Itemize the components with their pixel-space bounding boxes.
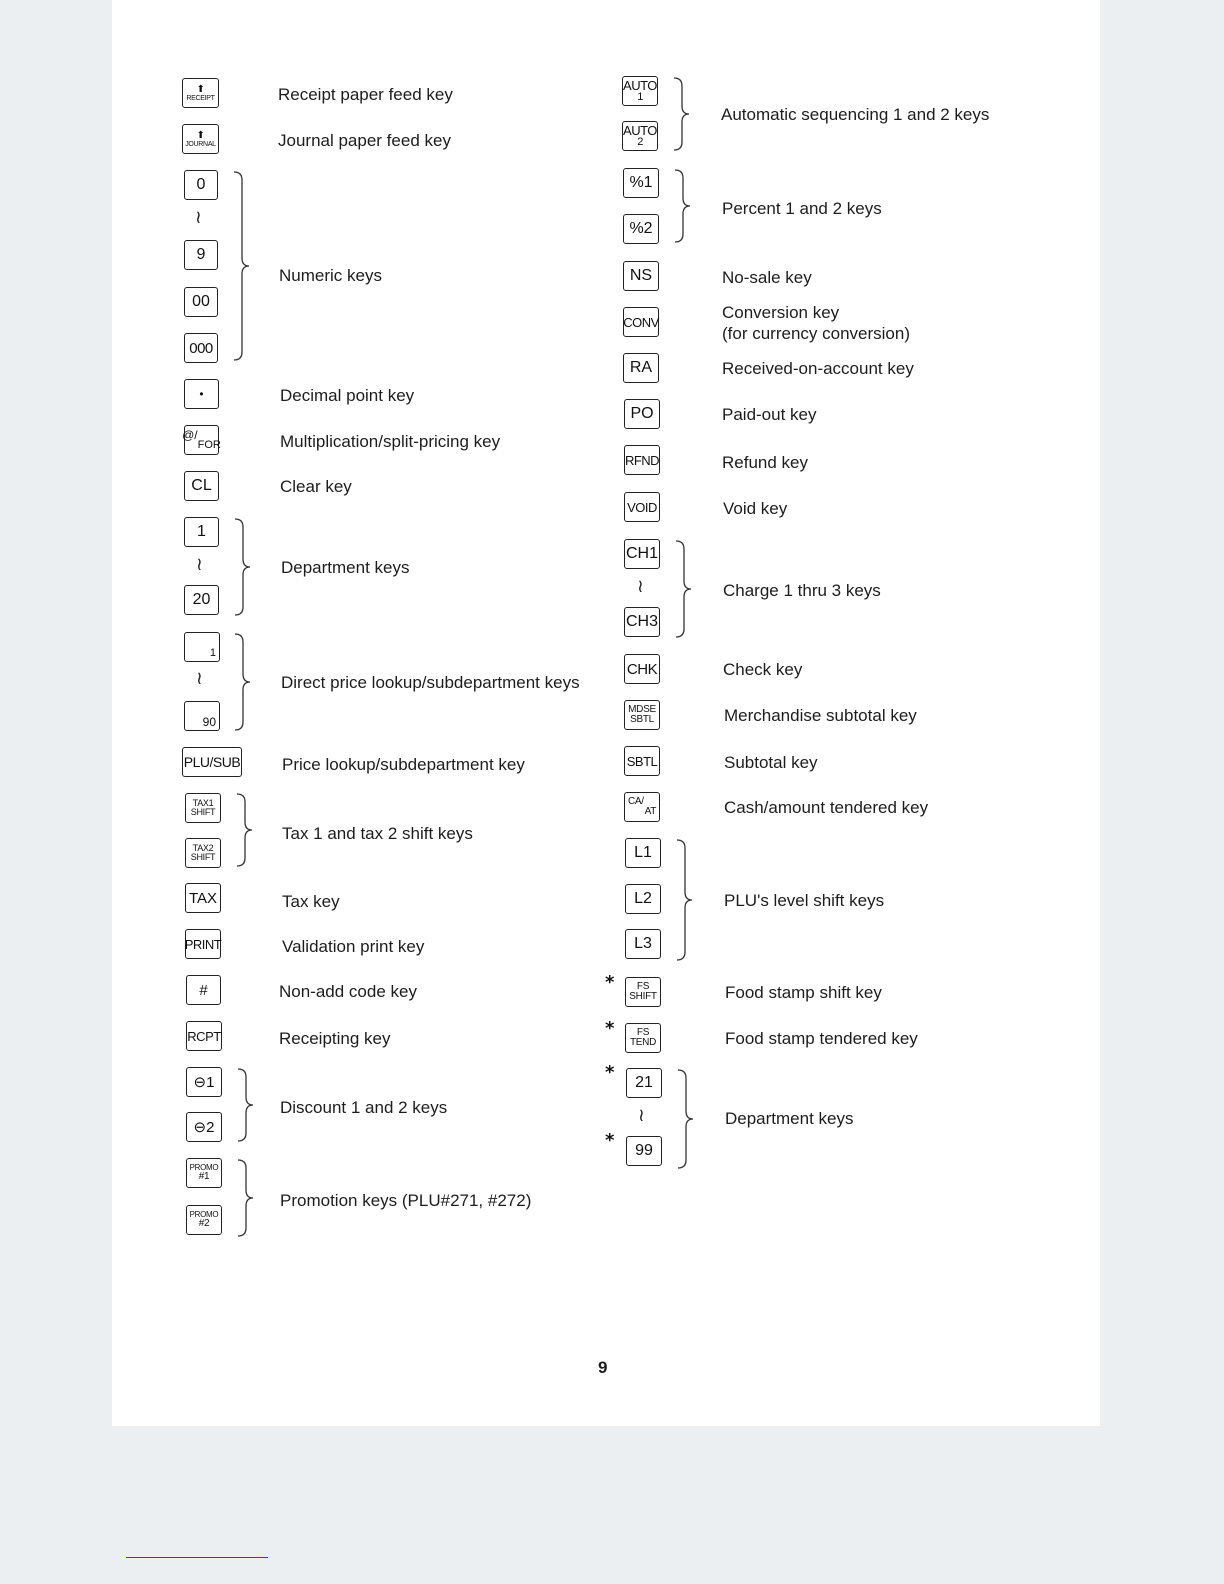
range-mark: ≀ [196,554,203,575]
auto-label: Automatic sequencing 1 and 2 keys [721,105,990,124]
department-label: Department keys [281,558,410,577]
receipt-feed-label: Receipt paper feed key [278,85,453,104]
up-arrow-icon: ⬆ [196,83,205,95]
mdse-subtotal-key: MDSE SBTL [624,700,660,730]
charge-brace [674,539,694,639]
charge-label: Charge 1 thru 3 keys [723,581,881,600]
clear-label: Clear key [280,477,352,496]
paid-out-key: PO [624,399,660,429]
department-key-1: 1 [184,517,219,547]
promotion-label: Promotion keys (PLU#271, #272) [280,1191,532,1210]
non-add-key: # [186,975,221,1005]
subtotal-key: SBTL [624,746,660,776]
print-key: PRINT [185,929,221,959]
numeric-label: Numeric keys [279,266,382,285]
range-mark: ≀ [637,576,644,597]
percent-label: Percent 1 and 2 keys [722,199,882,218]
footer-link-underline [126,1557,268,1558]
check-key: CHK [624,654,660,684]
auto-brace [672,76,692,152]
print-label: Validation print key [282,937,425,956]
tax2-shift-key: TAX2 SHIFT [185,838,221,868]
refund-key: RFND [624,445,660,475]
direct-plu-key-90: 90 [184,701,220,731]
journal-feed-key: ⬆ JOURNAL [182,124,219,154]
level-key-1: L1 [625,838,661,868]
charge-key-3: CH3 [624,607,660,637]
department-key-99: 99 [626,1136,662,1166]
asterisk-mark: * [605,1130,615,1151]
decimal-key: • [184,379,219,409]
promo-key-2: PROMO #2 [186,1205,222,1235]
range-mark: ≀ [195,207,202,228]
decimal-label: Decimal point key [280,386,415,405]
numeric-brace [232,170,252,362]
levels-brace [675,838,695,962]
numeric-key-9: 9 [184,240,218,270]
department-key-20: 20 [184,585,219,615]
numeric-key-00: 00 [184,287,218,317]
numeric-key-0: 0 [184,170,218,200]
range-mark: ≀ [638,1105,645,1126]
level-key-3: L3 [625,929,661,959]
auto-key-2: AUTO 2 [622,121,658,151]
tax-key: TAX [185,883,221,913]
department-brace [233,517,253,617]
percent-key-1: %1 [623,168,659,198]
paid-out-label: Paid-out key [722,405,817,424]
auto-key-1: AUTO 1 [622,76,658,106]
department-key-21: 21 [626,1068,662,1098]
mdse-subtotal-label: Merchandise subtotal key [724,706,917,725]
rcpt-label: Receipting key [279,1029,391,1048]
conversion-label-line2: (for currency conversion) [722,324,911,343]
non-add-label: Non-add code key [279,982,417,1001]
discount-key-1: ⊖1 [186,1067,222,1097]
tax-shift-label: Tax 1 and tax 2 shift keys [282,824,473,843]
received-key: RA [623,353,659,383]
clear-key: CL [184,471,219,501]
check-label: Check key [723,660,803,679]
receipt-feed-key: ⬆ RECEIPT [182,78,219,108]
fs-shift-key: FS SHIFT [625,977,661,1007]
manual-page [112,0,1100,1426]
plu-sub-label: Price lookup/subdepartment key [282,755,525,774]
fs-tend-key: FS TEND [625,1023,661,1053]
fs-shift-label: Food stamp shift key [725,983,882,1002]
departments2-label: Department keys [725,1109,854,1128]
level-key-2: L2 [625,884,661,914]
discount-key-2: ⊖2 [186,1112,222,1142]
charge-key-1: CH1 [624,539,660,569]
no-sale-label: No-sale key [722,268,812,287]
no-sale-key: NS [623,261,659,291]
asterisk-mark: * [605,1062,615,1083]
range-mark: ≀ [196,668,203,689]
multiplication-label: Multiplication/split-pricing key [280,432,501,451]
tax1-shift-key: TAX1 SHIFT [185,793,221,823]
conversion-key: CONV [623,307,659,337]
discount-brace [236,1067,256,1143]
received-label: Received-on-account key [722,359,914,378]
departments2-brace [676,1068,696,1170]
refund-label: Refund key [722,453,808,472]
page-number: 9 [598,1358,608,1377]
direct-plu-label: Direct price lookup/subdepartment keys [281,673,580,692]
void-key: VOID [624,492,660,522]
subtotal-label: Subtotal key [724,753,818,772]
fs-tend-label: Food stamp tendered key [725,1029,918,1048]
direct-plu-key-1: 1 [184,632,220,662]
levels-label: PLU's level shift keys [724,891,885,910]
promo-key-1: PROMO #1 [186,1158,222,1188]
direct-plu-brace [233,632,253,732]
void-label: Void key [723,499,788,518]
rcpt-key: RCPT [186,1021,222,1051]
tax-shift-brace [235,792,255,868]
up-arrow-icon: ⬆ [196,129,205,141]
promotion-brace [236,1158,256,1238]
discount-label: Discount 1 and 2 keys [280,1098,448,1117]
plu-sub-key: PLU/SUB [182,747,242,777]
multiplication-key: @/ FOR [184,425,219,455]
cash-tendered-key: CA/ AT [624,792,660,822]
asterisk-mark: * [605,972,615,993]
asterisk-mark: * [605,1018,615,1039]
percent-brace [673,168,693,244]
percent-key-2: %2 [623,214,659,244]
numeric-key-000: 000 [184,333,218,363]
tax-label: Tax key [282,892,340,911]
conversion-label-line1: Conversion key [722,303,840,322]
journal-feed-label: Journal paper feed key [278,131,451,150]
cash-tendered-label: Cash/amount tendered key [724,798,929,817]
